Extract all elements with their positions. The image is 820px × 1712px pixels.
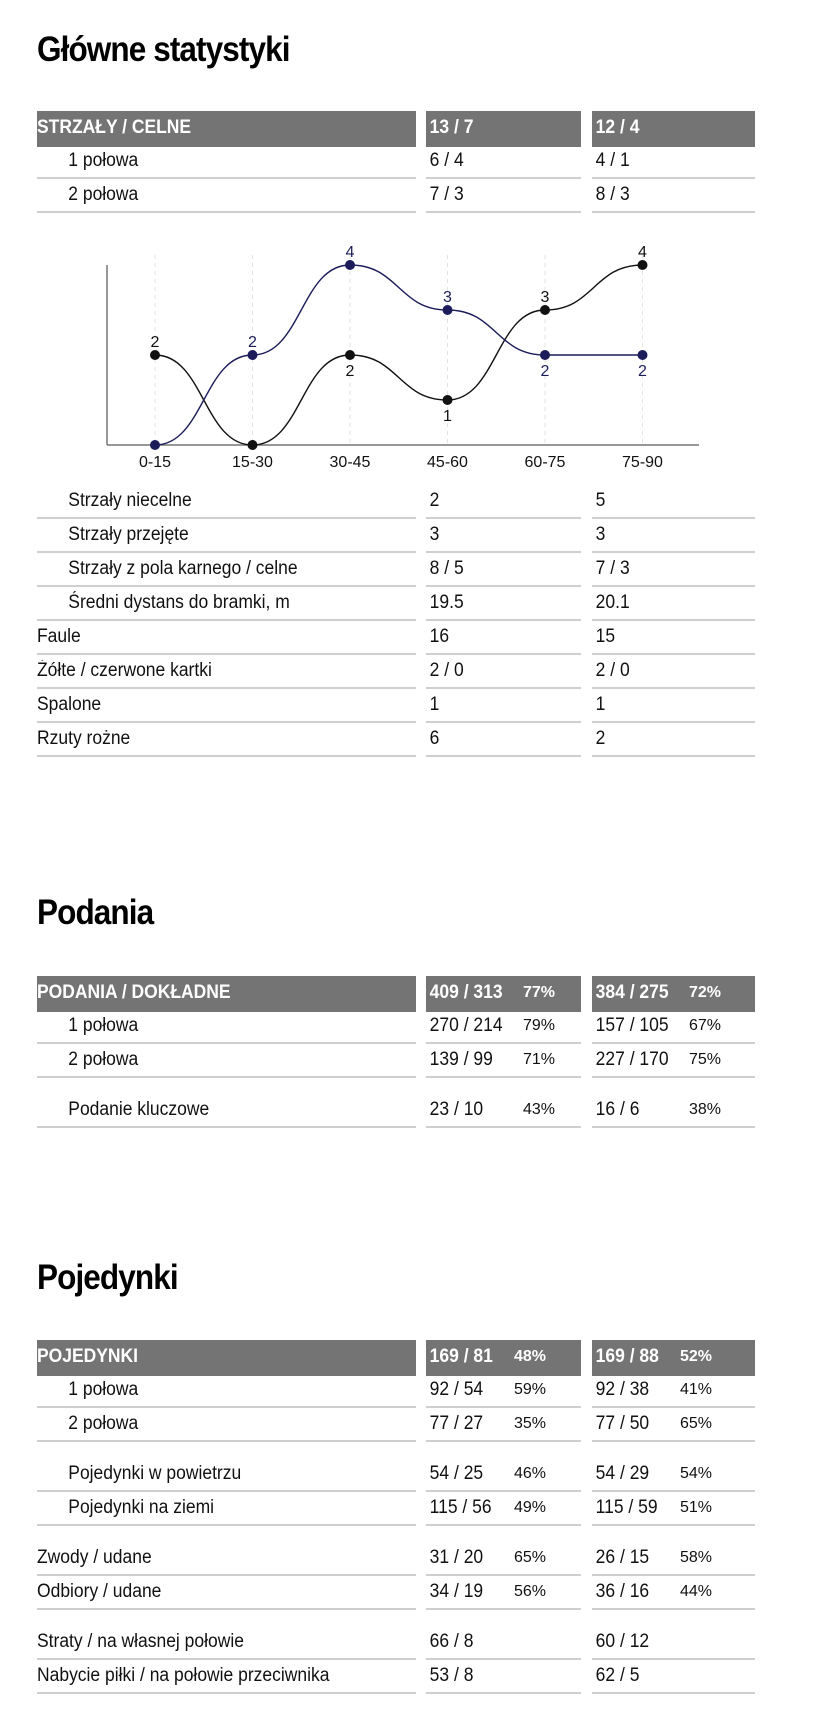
chart-point: [443, 305, 453, 315]
table-row: [37, 1094, 787, 1128]
section-title-duels: Pojedynki: [37, 1258, 178, 1297]
shots-by-period-chart: [37, 225, 717, 475]
table-row: [37, 1576, 787, 1610]
row-team1-value: 2 / 0: [429, 660, 464, 681]
row-label: 2 połowa: [68, 184, 139, 205]
table-row: [37, 1408, 787, 1442]
table-row: [37, 519, 787, 553]
row-label: 2 połowa: [68, 1049, 139, 1070]
row-team2-pct: 65%: [680, 1415, 713, 1432]
row-team1-value: 31 / 20: [429, 1547, 484, 1568]
table-row: [37, 587, 787, 621]
chart-data-label: 2: [150, 334, 160, 351]
row-label: Pojedynki na ziemi: [68, 1497, 215, 1518]
table-row: [37, 689, 787, 723]
chart-point: [345, 260, 355, 270]
passes-table: [37, 976, 787, 1128]
row-team1-value: 66 / 8: [429, 1631, 474, 1652]
table-row: [37, 1374, 787, 1408]
row-label: 1 połowa: [68, 150, 139, 171]
shots-table: [37, 111, 787, 213]
row-team2-value: 16 / 6: [595, 1099, 640, 1120]
passes-header-team1: 409 / 313: [429, 982, 503, 1003]
row-team1-value: 23 / 10: [429, 1099, 484, 1120]
chart-point: [638, 350, 648, 360]
row-team2-value: 7 / 3: [595, 558, 630, 579]
chart-data-label: 3: [540, 289, 550, 306]
row-team1-pct: 46%: [514, 1465, 547, 1482]
row-team2-pct: 54%: [680, 1465, 713, 1482]
row-team2-value: 4 / 1: [595, 150, 630, 171]
passes-header-label: PODANIA / DOKŁADNE: [37, 982, 231, 1003]
row-team2-pct: 41%: [680, 1381, 713, 1398]
row-team2-value: 36 / 16: [595, 1581, 650, 1602]
shots-header-row: [37, 111, 787, 145]
row-team2-value: 92 / 38: [595, 1379, 650, 1400]
chart-data-label: 2: [345, 363, 355, 380]
row-team1-value: 139 / 99: [429, 1049, 493, 1070]
row-team2-pct: 44%: [680, 1583, 713, 1600]
row-team2-value: 3: [595, 524, 606, 545]
chart-x-tick-label: 15-30: [232, 454, 273, 471]
chart-data-label: 2: [248, 334, 257, 351]
row-team1-pct: 65%: [514, 1549, 547, 1566]
row-team2-value: 26 / 15: [595, 1547, 650, 1568]
row-label: 1 połowa: [68, 1379, 139, 1400]
passes-header-team2: 384 / 275: [595, 982, 669, 1003]
row-team1-value: 19.5: [429, 592, 464, 613]
chart-data-label: 2: [540, 363, 550, 380]
chart-point: [638, 260, 648, 270]
chart-point: [248, 350, 258, 360]
chart-point: [248, 440, 258, 450]
row-label: Strzały przejęte: [68, 524, 189, 545]
row-label: Pojedynki w powietrzu: [68, 1463, 242, 1484]
table-row: [37, 1660, 787, 1694]
row-team2-value: 2: [595, 728, 606, 749]
row-label: 1 połowa: [68, 1015, 139, 1036]
row-label: Strzały z pola karnego / celne: [68, 558, 298, 579]
chart-point: [443, 395, 453, 405]
row-team2-value: 15: [595, 626, 616, 647]
chart-data-label: 4: [638, 244, 647, 261]
duels-header-team2: 169 / 88: [595, 1346, 659, 1367]
duels-table: [37, 1340, 787, 1694]
row-team1-value: 92 / 54: [429, 1379, 484, 1400]
chart-point: [150, 350, 160, 360]
row-team1-value: 34 / 19: [429, 1581, 484, 1602]
table-row: [37, 485, 787, 519]
row-team2-value: 5: [595, 490, 606, 511]
table-row: [37, 1010, 787, 1044]
chart-point: [540, 305, 550, 315]
chart-data-label: 2: [638, 363, 647, 380]
table-row: [37, 1542, 787, 1576]
chart-x-tick-label: 75-90: [622, 454, 663, 471]
table-row: [37, 723, 787, 757]
row-team1-pct: 59%: [514, 1381, 547, 1398]
shots-header-team1: 13 / 7: [429, 117, 474, 138]
section-title-passes: Podania: [37, 893, 154, 932]
row-team1-value: 53 / 8: [429, 1665, 474, 1686]
row-team2-value: 60 / 12: [595, 1631, 650, 1652]
shots-detail-table: [37, 485, 787, 757]
shots-header-team2: 12 / 4: [595, 117, 640, 138]
table-row: [37, 621, 787, 655]
row-team2-value: 115 / 59: [595, 1497, 658, 1518]
row-team1-value: 2: [429, 490, 440, 511]
row-team2-pct: 67%: [689, 1017, 722, 1034]
row-team2-value: 54 / 29: [595, 1463, 650, 1484]
duels-header-label: POJEDYNKI: [37, 1346, 139, 1367]
passes-header-team1-pct: 77%: [523, 984, 556, 1001]
row-team1-value: 1: [429, 694, 440, 715]
row-label: Spalone: [37, 694, 102, 715]
row-label: Odbiory / udane: [37, 1581, 162, 1602]
row-label: 2 połowa: [68, 1413, 139, 1434]
shots-header-label: STRZAŁY / CELNE: [37, 117, 192, 138]
chart-x-tick-label: 0-15: [138, 454, 172, 471]
row-label: Nabycie piłki / na połowie przeciwnika: [37, 1665, 330, 1686]
row-label: Straty / na własnej połowie: [37, 1631, 244, 1652]
row-team1-value: 115 / 56: [429, 1497, 492, 1518]
duels-header-team1: 169 / 81: [429, 1346, 493, 1367]
chart-data-label: 1: [443, 408, 452, 425]
row-team2-value: 227 / 170: [595, 1049, 669, 1070]
chart-point: [345, 350, 355, 360]
table-row: [37, 1044, 787, 1078]
row-team1-value: 6 / 4: [429, 150, 464, 171]
section-title-main-stats: Główne statystyki: [37, 30, 290, 69]
chart-point: [150, 440, 160, 450]
chart-point: [540, 350, 550, 360]
row-team1-pct: 49%: [514, 1499, 547, 1516]
row-team1-pct: 56%: [514, 1583, 547, 1600]
duels-header-team1-pct: 48%: [514, 1348, 547, 1365]
row-team1-pct: 79%: [523, 1017, 556, 1034]
row-team2-value: 1: [595, 694, 606, 715]
row-team1-pct: 43%: [523, 1101, 556, 1118]
row-label: Podanie kluczowe: [68, 1099, 210, 1120]
row-team1-pct: 35%: [514, 1415, 547, 1432]
row-team1-value: 6: [429, 728, 440, 749]
row-label: Rzuty rożne: [37, 728, 131, 749]
chart-x-tick-label: 45-60: [427, 454, 468, 471]
row-team2-value: 8 / 3: [595, 184, 630, 205]
row-team1-pct: 71%: [523, 1051, 556, 1068]
chart-x-tick-label: 30-45: [329, 454, 371, 471]
duels-header-row: [37, 1340, 787, 1374]
table-row: [37, 553, 787, 587]
chart-data-label: 4: [345, 244, 355, 261]
row-team1-value: 54 / 25: [429, 1463, 484, 1484]
row-team1-value: 7 / 3: [429, 184, 464, 205]
table-row: [37, 179, 787, 213]
row-label: Żółte / czerwone kartki: [37, 660, 212, 681]
table-row: [37, 1626, 787, 1660]
row-label: Faule: [37, 626, 81, 647]
passes-header-row: [37, 976, 787, 1010]
row-label: Strzały niecelne: [68, 490, 192, 511]
row-team2-pct: 38%: [689, 1101, 722, 1118]
chart-data-label: 3: [443, 289, 452, 306]
row-team2-value: 2 / 0: [595, 660, 630, 681]
row-team2-pct: 51%: [680, 1499, 713, 1516]
row-team2-value: 77 / 50: [595, 1413, 650, 1434]
row-label: Średni dystans do bramki, m: [68, 592, 290, 613]
row-team1-value: 16: [429, 626, 450, 647]
row-team1-value: 3: [429, 524, 440, 545]
table-row: [37, 655, 787, 689]
row-team2-pct: 58%: [680, 1549, 713, 1566]
row-team1-value: 77 / 27: [429, 1413, 484, 1434]
row-team1-value: 8 / 5: [429, 558, 464, 579]
table-row: [37, 145, 787, 179]
row-team2-pct: 75%: [689, 1051, 722, 1068]
row-team2-value: 62 / 5: [595, 1665, 640, 1686]
chart-series-line-2: [155, 265, 643, 445]
duels-header-team2-pct: 52%: [680, 1348, 713, 1365]
table-row: [37, 1492, 787, 1526]
row-team2-value: 20.1: [595, 592, 630, 613]
passes-header-team2-pct: 72%: [689, 984, 722, 1001]
row-label: Zwody / udane: [37, 1547, 152, 1568]
row-team2-value: 157 / 105: [595, 1015, 669, 1036]
row-team1-value: 270 / 214: [429, 1015, 503, 1036]
table-row: [37, 1458, 787, 1492]
chart-x-tick-label: 60-75: [524, 454, 566, 471]
